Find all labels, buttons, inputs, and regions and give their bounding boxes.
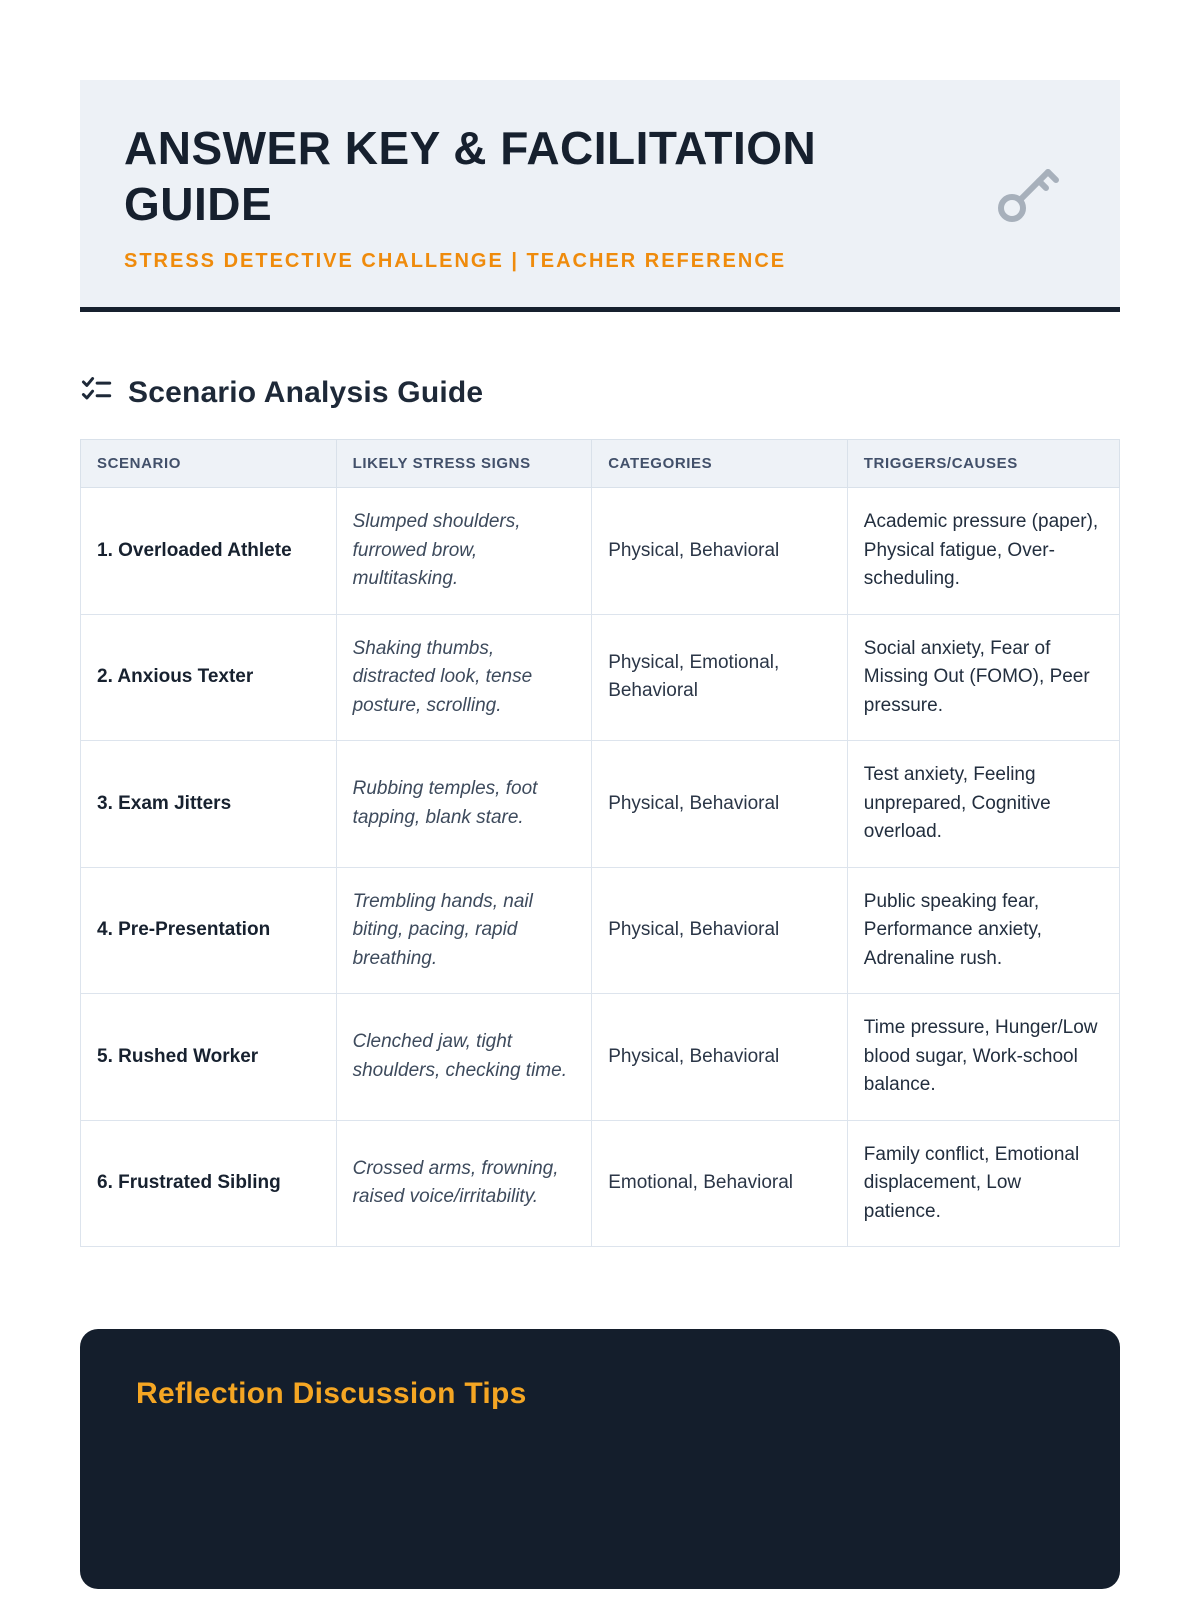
table-row (81, 1120, 1120, 1247)
section-title: Scenario Analysis Guide (128, 375, 484, 409)
column-header: TRIGGERS/CAUSES (847, 440, 1119, 488)
scenario-table-body (81, 488, 1120, 1247)
scenario-cell: 1. Overloaded Athlete (81, 488, 337, 615)
table-row (81, 867, 1120, 994)
table-row (81, 614, 1120, 741)
categories-cell: Physical, Behavioral (592, 867, 848, 994)
signs-cell: Rubbing temples, foot tapping, blank stare. (336, 741, 592, 868)
categories-cell: Physical, Behavioral (592, 488, 848, 615)
header-card (80, 80, 1120, 312)
scenario-cell: 4. Pre-Presentation (81, 867, 337, 994)
scenario-cell: 5. Rushed Worker (81, 994, 337, 1121)
checklist-icon (80, 374, 112, 411)
categories-cell: Physical, Behavioral (592, 741, 848, 868)
page-subtitle: STRESS DETECTIVE CHALLENGE | TEACHER REFERENCE (124, 250, 787, 273)
categories-cell: Physical, Emotional, Behavioral (592, 614, 848, 741)
signs-cell: Clenched jaw, tight shoulders, checking time. (336, 994, 592, 1121)
categories-cell: Emotional, Behavioral (592, 1120, 848, 1247)
table-row (81, 994, 1120, 1121)
triggers-cell: Family conflict, Emotional displacement, Low patience. (847, 1120, 1119, 1247)
scenario-cell: 6. Frustrated Sibling (81, 1120, 337, 1247)
signs-cell: Crossed arms, frowning, raised voice/irritability. (336, 1120, 592, 1247)
signs-cell: Trembling hands, nail biting, pacing, rapid breathing. (336, 867, 592, 994)
triggers-cell: Public speaking fear, Performance anxiety, Adrenaline rush. (847, 867, 1119, 994)
section-heading (80, 374, 1120, 411)
column-header: SCENARIO (81, 440, 337, 488)
table-header-row (81, 440, 1120, 488)
key-icon (992, 156, 1064, 228)
scenario-cell: 2. Anxious Texter (81, 614, 337, 741)
reflection-tips-card (80, 1329, 1120, 1589)
tips-title: Reflection Discussion Tips (136, 1377, 527, 1411)
triggers-cell: Time pressure, Hunger/Low blood sugar, Work-school balance. (847, 994, 1119, 1121)
triggers-cell: Academic pressure (paper), Physical fatigue, Over-scheduling. (847, 488, 1119, 615)
signs-cell: Shaking thumbs, distracted look, tense posture, scrolling. (336, 614, 592, 741)
triggers-cell: Test anxiety, Feeling unprepared, Cognitive overload. (847, 741, 1119, 868)
scenario-table (80, 439, 1120, 1247)
signs-cell: Slumped shoulders, furrowed brow, multitasking. (336, 488, 592, 615)
categories-cell: Physical, Behavioral (592, 994, 848, 1121)
table-row (81, 741, 1120, 868)
scenario-cell: 3. Exam Jitters (81, 741, 337, 868)
column-header: LIKELY STRESS SIGNS (336, 440, 592, 488)
column-header: CATEGORIES (592, 440, 848, 488)
triggers-cell: Social anxiety, Fear of Missing Out (FOMO), Peer pressure. (847, 614, 1119, 741)
table-row (81, 488, 1120, 615)
page-title: ANSWER KEY & FACILITATION GUIDE (124, 122, 817, 231)
